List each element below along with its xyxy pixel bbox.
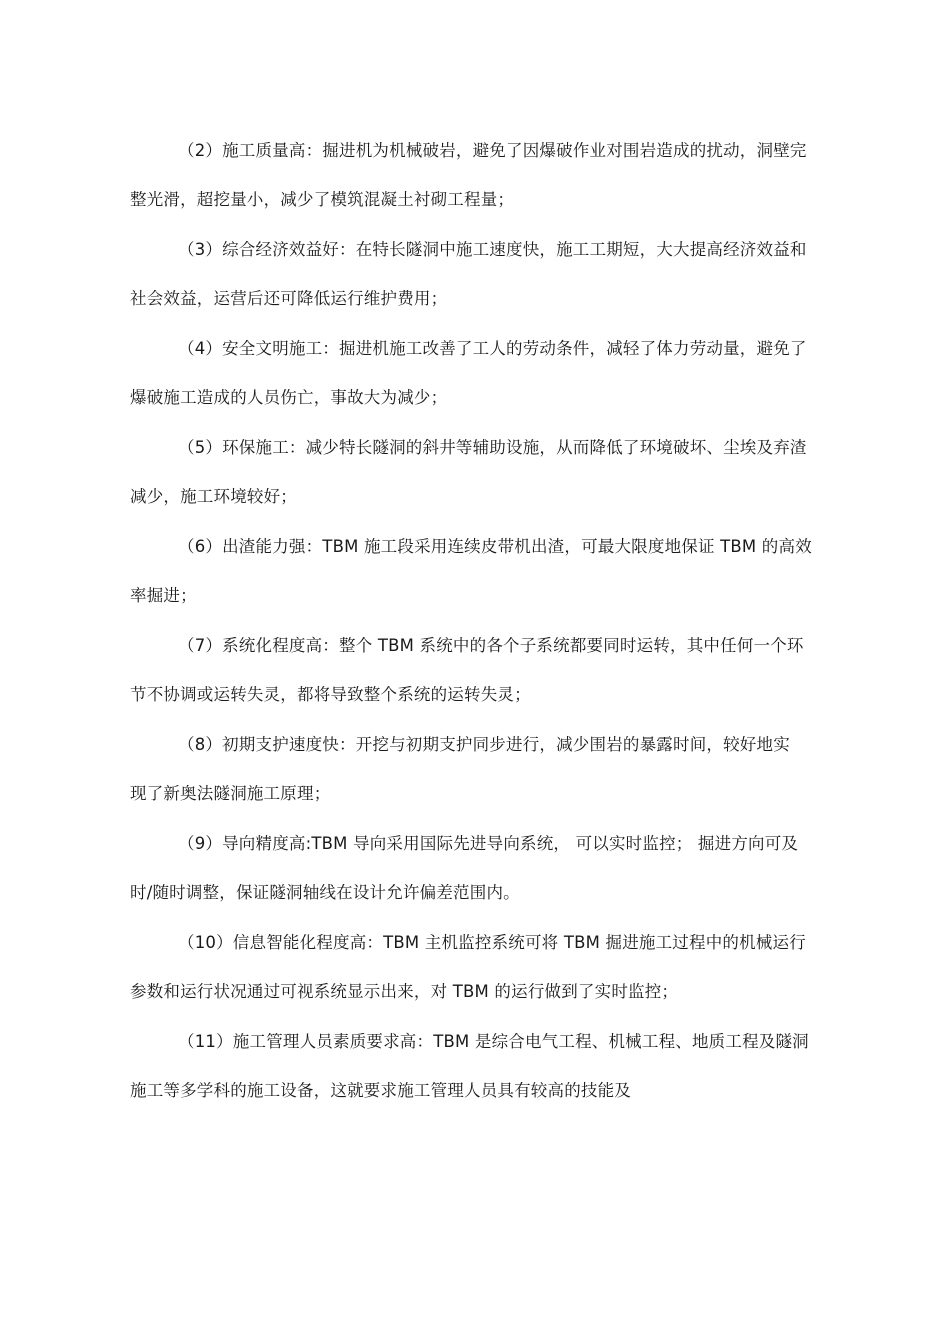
paragraph-line: 节不协调或运转失灵，都将导致整个系统的运转失灵； bbox=[130, 685, 531, 704]
paragraph-line: 时/随时调整，保证隧洞轴线在设计允许偏差范围内。 bbox=[130, 883, 520, 902]
paragraph-line: （5）环保施工：减少特长隧洞的斜井等辅助设施，从而降低了环境破坏、尘埃及弃渣 bbox=[178, 438, 807, 457]
paragraph-line: 率掘进； bbox=[130, 586, 197, 605]
paragraph-line: （6）出渣能力强：TBM 施工段采用连续皮带机出渣，可最大限度地保证 TBM 的高效 bbox=[178, 537, 812, 556]
paragraph-line: 整光滑，超挖量小，减少了模筑混凝土衬砌工程量； bbox=[130, 190, 515, 209]
paragraph-line: （4）安全文明施工：掘进机施工改善了工人的劳动条件，减轻了体力劳动量，避免了 bbox=[178, 339, 807, 358]
paragraph-line: 参数和运行状况通过可视系统显示出来，对 TBM 的运行做到了实时监控； bbox=[130, 982, 679, 1001]
paragraph-line: 现了新奥法隧洞施工原理； bbox=[130, 784, 331, 803]
paragraph-line: 社会效益，运营后还可降低运行维护费用； bbox=[130, 289, 448, 308]
paragraph-line: （8）初期支护速度快：开挖与初期支护同步进行，减少围岩的暴露时间，较好地实 bbox=[178, 735, 790, 754]
paragraph-line: 施工等多学科的施工设备，这就要求施工管理人员具有较高的技能及 bbox=[130, 1081, 631, 1100]
paragraph-line: 减少，施工环境较好； bbox=[130, 487, 297, 506]
paragraph-line: （10）信息智能化程度高：TBM 主机监控系统可将 TBM 掘进施工过程中的机械运行 bbox=[178, 933, 806, 952]
paragraph-line: （7）系统化程度高：整个 TBM 系统中的各个子系统都要同时运转，其中任何一个环 bbox=[178, 636, 804, 655]
paragraph-line: （2）施工质量高：掘进机为机械破岩，避免了因爆破作业对围岩造成的扰动，洞壁完 bbox=[178, 141, 807, 160]
paragraph-line: （3）综合经济效益好：在特长隧洞中施工速度快，施工工期短，大大提高经济效益和 bbox=[178, 240, 807, 259]
paragraph-line: （9）导向精度高:TBM 导向采用国际先进导向系统， 可以实时监控； 掘进方向可及 bbox=[178, 834, 799, 853]
paragraph-line: 爆破施工造成的人员伤亡，事故大为减少； bbox=[130, 388, 448, 407]
paragraph-line: （11）施工管理人员素质要求高：TBM 是综合电气工程、机械工程、地质工程及隧洞 bbox=[178, 1032, 809, 1051]
